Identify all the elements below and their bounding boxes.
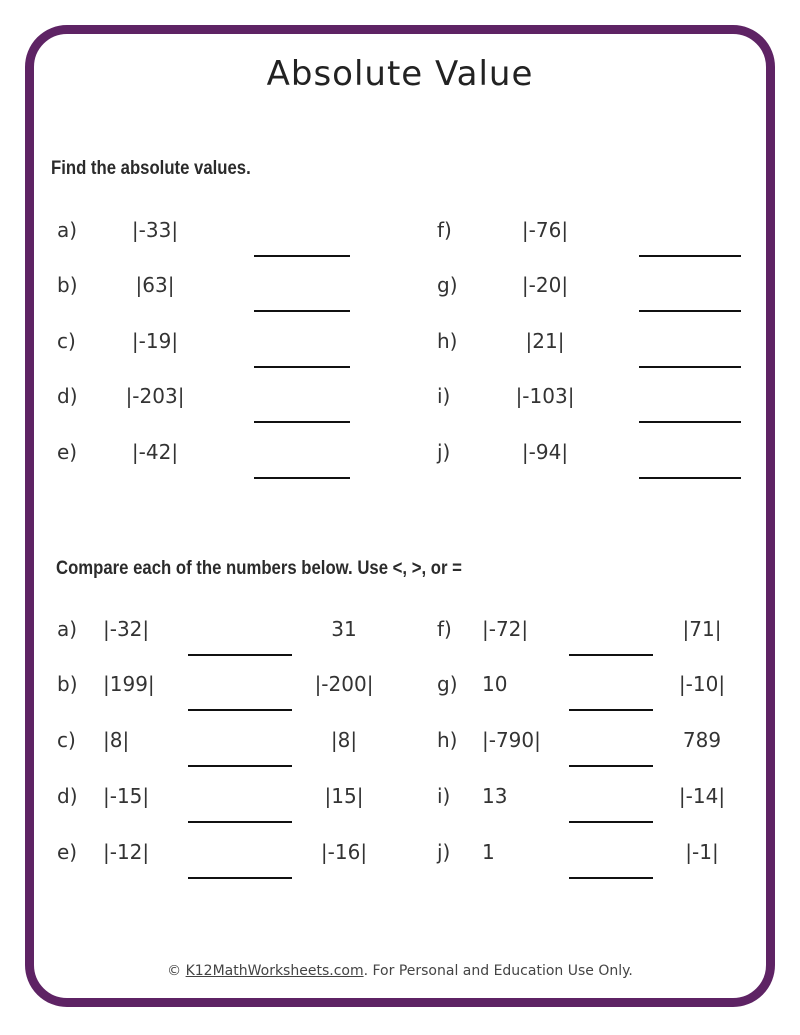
answer-blank[interactable] (639, 421, 741, 423)
compare-answer-blank[interactable] (569, 709, 653, 711)
compare-right-value: |15| (324, 784, 364, 808)
compare-answer-blank[interactable] (569, 877, 653, 879)
compare-left-value: 13 (482, 784, 508, 808)
compare-label: h) (437, 728, 458, 752)
compare-right-value: |-14| (678, 784, 726, 808)
problem-label: i) (437, 384, 451, 408)
compare-right-value: |-16| (320, 840, 368, 864)
answer-blank[interactable] (639, 477, 741, 479)
section1-heading: Find the absolute values. (51, 158, 251, 179)
compare-right-value: |-10| (678, 672, 726, 696)
problem-label: g) (437, 273, 458, 297)
compare-answer-blank[interactable] (569, 821, 653, 823)
compare-label: g) (437, 672, 458, 696)
compare-label: a) (57, 617, 78, 641)
problem-expression: |-19| (131, 329, 179, 353)
compare-answer-blank[interactable] (188, 765, 292, 767)
problem-expression: |-20| (521, 273, 569, 297)
compare-left-value: |-32| (103, 617, 150, 641)
compare-left-value: 10 (482, 672, 508, 696)
problem-expression: |-94| (521, 440, 569, 464)
compare-answer-blank[interactable] (569, 654, 653, 656)
compare-right-value: |-200| (314, 672, 374, 696)
compare-label: f) (437, 617, 452, 641)
answer-blank[interactable] (639, 310, 741, 312)
problem-label: c) (57, 329, 76, 353)
answer-blank[interactable] (254, 310, 350, 312)
compare-left-value: 1 (482, 840, 495, 864)
compare-right-value: 789 (682, 728, 722, 752)
problem-label: d) (57, 384, 78, 408)
compare-answer-blank[interactable] (188, 654, 292, 656)
copyright-symbol: © (167, 963, 182, 979)
site-link[interactable]: K12MathWorksheets.com (185, 963, 364, 979)
compare-right-value: |-1| (685, 840, 719, 864)
compare-answer-blank[interactable] (188, 877, 292, 879)
compare-answer-blank[interactable] (188, 709, 292, 711)
compare-right-value: |71| (682, 617, 722, 641)
problem-label: h) (437, 329, 458, 353)
answer-blank[interactable] (254, 421, 350, 423)
page-title: Absolute Value (266, 54, 534, 94)
answer-blank[interactable] (639, 255, 741, 257)
problem-label: j) (437, 440, 451, 464)
compare-right-value: 31 (331, 617, 357, 641)
problem-label: a) (57, 218, 78, 242)
compare-answer-blank[interactable] (188, 821, 292, 823)
problem-label: f) (437, 218, 452, 242)
compare-answer-blank[interactable] (569, 765, 653, 767)
problem-expression: |-42| (131, 440, 179, 464)
answer-blank[interactable] (254, 255, 350, 257)
footer (0, 963, 800, 979)
compare-left-value: |-15| (103, 784, 150, 808)
answer-blank[interactable] (254, 477, 350, 479)
compare-label: i) (437, 784, 451, 808)
section2-heading: Compare each of the numbers below. Use <, >, or = (56, 558, 462, 579)
compare-label: b) (57, 672, 78, 696)
compare-right-value: |8| (330, 728, 358, 752)
problem-expression: |-103| (515, 384, 575, 408)
compare-label: j) (437, 840, 451, 864)
footer-text: . For Personal and Education Use Only. (363, 963, 633, 979)
problem-expression: |-76| (521, 218, 569, 242)
compare-label: c) (57, 728, 76, 752)
problem-label: b) (57, 273, 78, 297)
compare-left-value: |199| (103, 672, 155, 696)
compare-label: e) (57, 840, 78, 864)
compare-left-value: |-12| (103, 840, 150, 864)
compare-left-value: |-790| (482, 728, 541, 752)
problem-expression: |21| (525, 329, 565, 353)
problem-expression: |63| (135, 273, 175, 297)
compare-left-value: |-72| (482, 617, 529, 641)
problem-expression: |-33| (131, 218, 179, 242)
answer-blank[interactable] (254, 366, 350, 368)
answer-blank[interactable] (639, 366, 741, 368)
compare-label: d) (57, 784, 78, 808)
problem-expression: |-203| (125, 384, 185, 408)
problem-label: e) (57, 440, 78, 464)
compare-left-value: |8| (103, 728, 130, 752)
